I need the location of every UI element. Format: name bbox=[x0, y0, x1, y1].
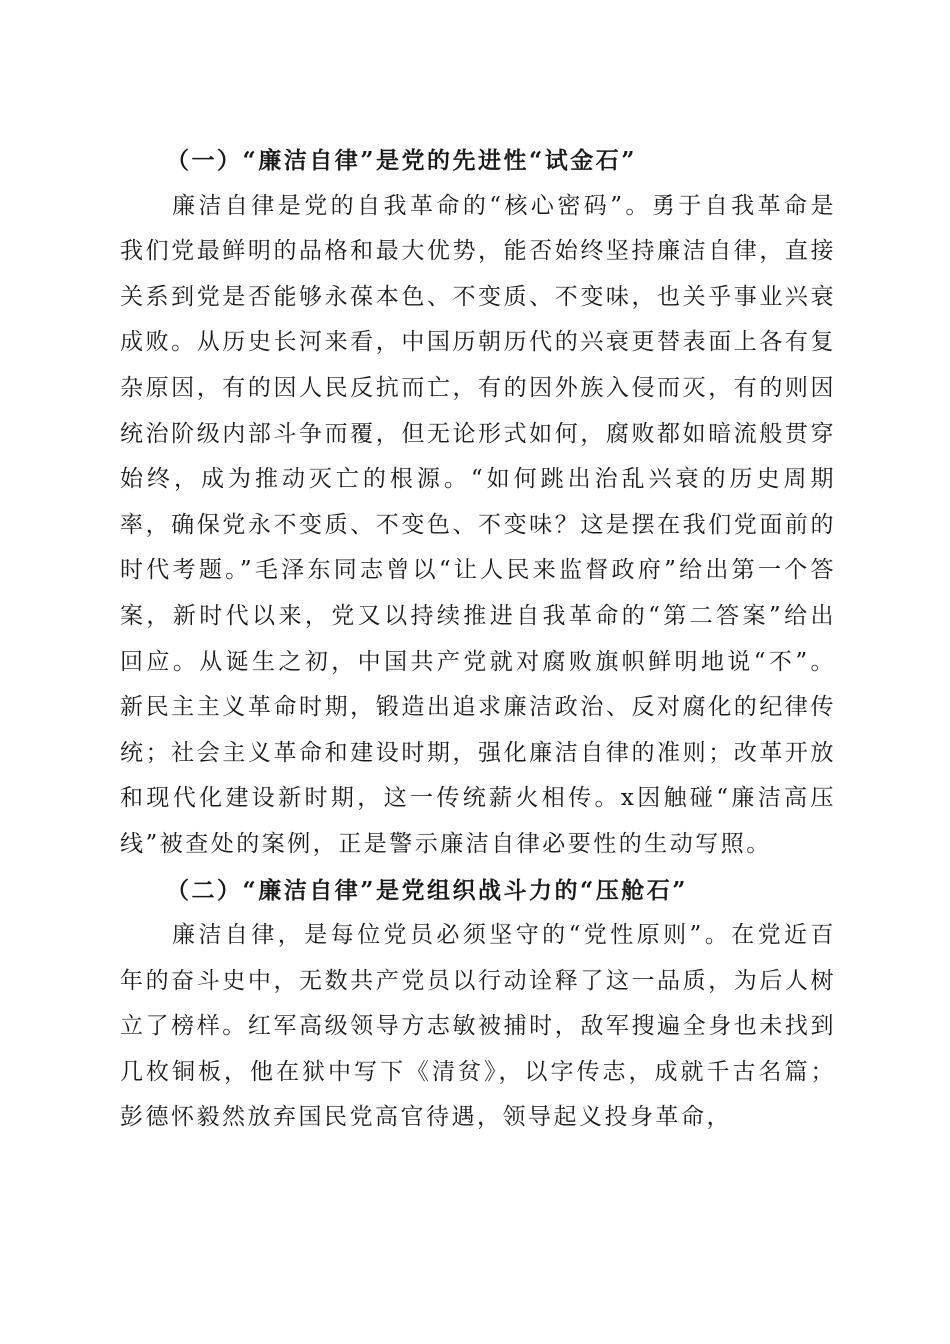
section-heading-2: （二）“廉洁自律”是党组织战斗力的“压舱石” bbox=[166, 876, 688, 904]
section-paragraph-1: 廉洁自律是党的自我革命的“核心密码”。勇于自我革命是我们党最鲜明的品格和最大优势，能否始终坚持廉洁自律，直接关系到党是否能够永葆本色、不变质、不变味，也关乎事业兴衰成败。从历史长河来看，中国历朝历代的兴衰更替表面上各有复杂原因，有的因人民反抗而亡，有的因外族入侵而灭，有的则因统治阶级内部斗争而覆，但无论形式如何，腐败都如暗流般贯穿始终，成为推动灭亡的根源。“如何跳出治乱兴衰的历史周期率，确保党永不变质、不变色、不变味？这是摆在我们党面前的时代考题。”毛泽东同志曾以“让人民来监督政府”给出第一个答案，新时代以来，党又以持续推进自我革命的“第二答案”给出回应。从诞生之初，中国共产党就对腐败旗帜鲜明地说“不”。新民主主义革命时期，锻造出追求廉洁政治、反对腐化的纪律传统；社会主义革命和建设时期，强化廉洁自律的准则；改革开放和现代化建设新时期，这一传统薪火相传。x因触碰“廉洁高压线”被查处的案例，正是警示廉洁自律必要性的生动写照。 bbox=[120, 192, 836, 857]
section-heading-1: （一）“廉洁自律”是党的先进性“试金石” bbox=[166, 147, 637, 174]
document-body bbox=[120, 138, 836, 1141]
section-paragraph-2: 廉洁自律，是每位党员必须坚守的“党性原则”。在党近百年的奋斗史中，无数共产党员以行动诠释了这一品质，为后人树立了榜样。红军高级领导方志敏被捕时，敌军搜遍全身也未找到几枚铜板，他在狱中写下《清贫》，以字传志，成就千古名篇；彭德怀毅然放弃国民党高官待遇，领导起义投身革命， bbox=[120, 922, 836, 1131]
